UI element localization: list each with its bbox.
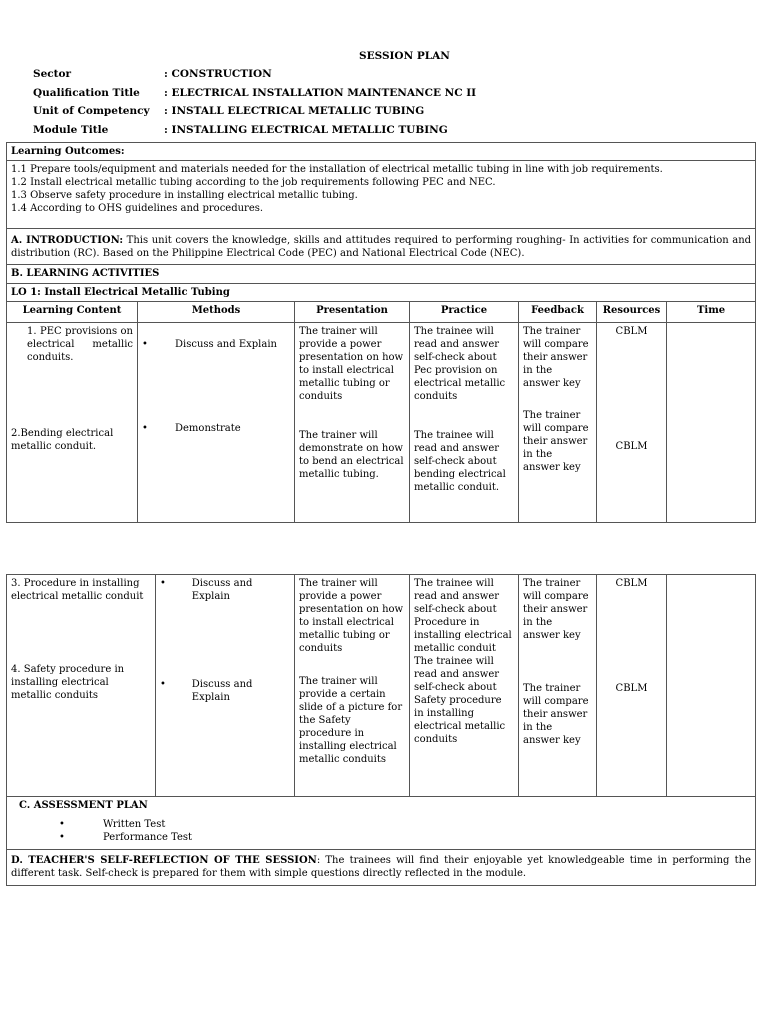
introduction-text: This unit covers the knowledge, skills and attitudes required to performing roughing- In activities for communication and distribution (RC). Based on the Philippine Electrical Code (PEC) and National Electrical Code (NEC). [11,235,752,259]
feedback-text: The trainer will compare their answer in the answer key [523,578,589,641]
method-item: • Discuss and Explain [142,339,277,350]
practice-text: The trainee will read and answer self-check about bending electrical metallic conduit. [414,430,506,493]
time-cell [667,323,756,523]
meta-value: : CONSTRUCTION [164,68,272,80]
learning-content: 1. PEC provisions on electrical metallic conduits. [27,326,133,363]
session-meta [33,68,476,142]
meta-value: : INSTALL ELECTRICAL METALLIC TUBING [164,105,425,117]
table-row [7,575,756,797]
learning-content-cell [7,323,138,523]
feedback-text: The trainer will compare their answer in the answer key [523,326,589,389]
col-header-presentation: Presentation [295,302,410,323]
outcome-item: 1.4 According to OHS guidelines and procedures. [11,203,264,214]
list-item: • Performance Test [59,832,193,843]
outcome-item: 1.3 Observe safety procedure in installing electrical metallic tubing. [11,190,358,201]
learning-activities-label: B. LEARNING ACTIVITIES [7,265,756,284]
resources-text: CBLM [615,326,648,337]
col-header-practice: Practice [410,302,519,323]
outcome-item: 1.2 Install electrical metallic tubing according to the job requirements following PEC and NEC. [11,177,496,188]
introduction-label: A. INTRODUCTION: [11,235,124,246]
learning-content-cell [7,575,156,797]
methods-cell [156,575,295,797]
outcome-item: 1.1 Prepare tools/equipment and materials needed for the installation of electrical metallic tubing in line with job requirements. [11,164,663,175]
learning-content: 3. Procedure in installing electrical metallic conduit [11,578,144,602]
practice-text: The trainee will read and answer self-check about Procedure in installing electrical metallic conduit [414,578,512,654]
introduction [7,229,756,265]
practice-text: The trainee will read and answer self-check about Safety procedure in installing electrical metallic conduits [414,656,506,745]
col-header-time: Time [667,302,756,323]
session-plan-table-continued [6,574,756,886]
presentation-cell [295,575,410,797]
session-plan-table [6,142,756,523]
meta-key: Sector [33,68,72,80]
feedback-text: The trainer will compare their answer in the answer key [523,683,589,746]
resources-cell [597,323,667,523]
practice-cell [410,323,519,523]
presentation-text: The trainer will provide a certain slide of a picture for the Safety procedure in installing electrical metallic conduits [299,676,403,765]
meta-row-unit [33,105,476,124]
meta-row-module [33,124,476,143]
presentation-text: The trainer will provide a power presentation on how to install electrical metallic tubing or conduits [299,578,404,654]
list-item: • Written Test [59,819,166,830]
feedback-cell [519,323,597,523]
presentation-text: The trainer will provide a power presentation on how to install electrical metallic tubing or conduits [299,326,404,402]
col-header-learning-content: Learning Content [7,302,138,323]
table-header-row [7,302,756,323]
method-item: • Discuss and Explain [160,679,253,703]
time-cell [667,575,756,797]
document-title: SESSION PLAN [359,50,450,62]
col-header-methods: Methods [138,302,295,323]
meta-key: Qualification Title [33,86,140,99]
presentation-text: The trainer will demonstrate on how to bend an electrical metallic tubing. [299,430,404,480]
assessment-list [19,818,751,844]
resources-text: CBLM [615,578,648,589]
resources-text: CBLM [615,683,648,694]
meta-value: : INSTALLING ELECTRICAL METALLIC TUBING [164,123,448,136]
meta-key: Unit of Competency [33,105,150,117]
learning-content: 2.Bending electrical metallic conduit. [11,428,114,452]
meta-value: : ELECTRICAL INSTALLATION MAINTENANCE NC II [164,86,477,99]
method-item: • Demonstrate [142,423,241,434]
col-header-resources: Resources [597,302,667,323]
assessment-plan [7,797,756,850]
resources-text: CBLM [615,441,648,452]
meta-row-qualification [33,87,476,106]
assessment-plan-label: C. ASSESSMENT PLAN [19,800,148,811]
lo1-label: LO 1: Install Electrical Metallic Tubing [7,284,756,302]
presentation-cell [295,323,410,523]
method-item: • Discuss and Explain [160,578,253,602]
reflection-label: D. TEACHER'S SELF-REFLECTION OF THE SESSION [11,855,317,866]
meta-key: Module Title [33,123,109,136]
meta-row-sector [33,68,476,87]
feedback-text: The trainer will compare their answer in the answer key [523,410,589,473]
practice-cell [410,575,519,797]
practice-text: The trainee will read and answer self-check about Pec provision on electrical metallic conduits [414,326,506,402]
col-header-feedback: Feedback [519,302,597,323]
feedback-cell [519,575,597,797]
methods-cell [138,323,295,523]
learning-content: 4. Safety procedure in installing electrical metallic conduits [11,664,125,701]
learning-outcomes-label: Learning Outcomes: [7,143,756,161]
resources-cell [597,575,667,797]
teacher-self-reflection [7,850,756,886]
learning-outcomes-list [7,161,756,229]
table-row [7,323,756,523]
reflection-text: : The trainees will find their enjoyable yet knowledgeable time in performing the different task. Self-check is prepared for them with simple questions directly reflected in the module. [11,855,752,879]
